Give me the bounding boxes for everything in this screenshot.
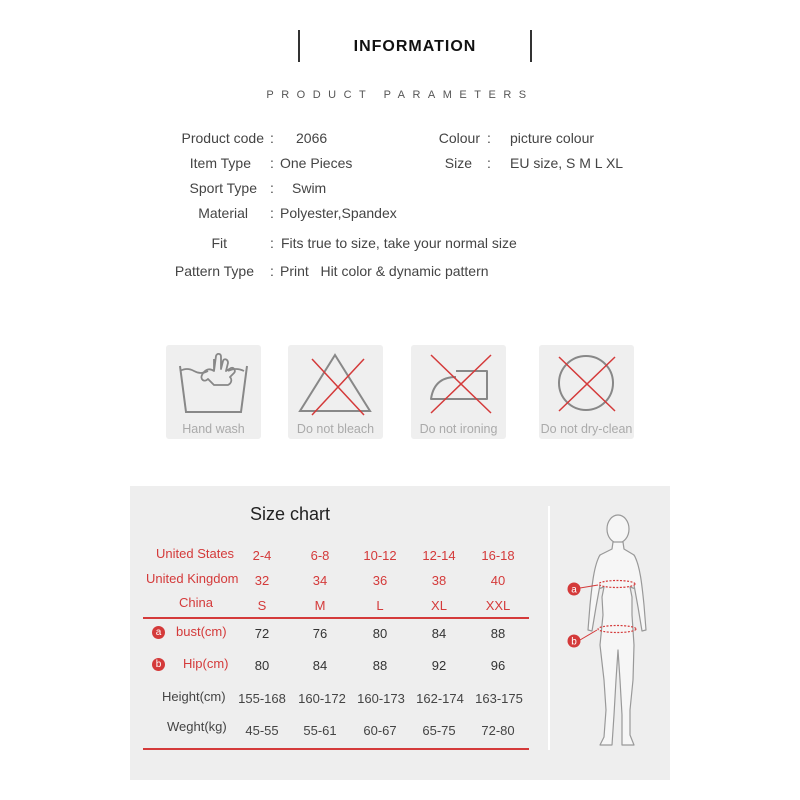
table-cell: L [376, 598, 384, 613]
param-label-size: Size [444, 155, 472, 171]
param-value-sport-type: Swim [292, 180, 327, 196]
param-colon: : [270, 180, 274, 196]
table-cell: 55-61 [303, 723, 337, 738]
table-cell: 76 [312, 626, 328, 641]
table-cell: 160-173 [357, 691, 405, 706]
param-colon: : [270, 205, 274, 221]
care-label: Do not ironing [419, 422, 498, 436]
table-cell: 40 [490, 573, 506, 588]
header-right-divider [530, 30, 532, 62]
param-value-fit: Fits true to size, take your normal size [281, 235, 517, 251]
table-cell: S [257, 598, 267, 613]
no-iron-icon [411, 345, 506, 420]
param-label-colour: Colour [438, 130, 480, 146]
param-value-material: Polyester,Spandex [280, 205, 397, 221]
param-colon: : [270, 130, 274, 146]
param-label-material: Material [198, 205, 248, 221]
table-cell: XXL [485, 598, 511, 613]
table-cell: 16-18 [481, 548, 515, 563]
table-cell: 36 [372, 573, 388, 588]
row-label-weight: Weght(kg) [167, 719, 227, 734]
table-cell: XL [431, 598, 447, 613]
care-card-no-dry-clean [539, 345, 634, 439]
table-cell: 72-80 [481, 723, 515, 738]
page-title: INFORMATION [353, 38, 477, 55]
param-value-pattern-type: Print Hit color & dynamic pattern [280, 263, 489, 279]
table-cell: 84 [431, 626, 447, 641]
table-cell: 6-8 [310, 548, 330, 563]
param-colon: : [270, 235, 274, 251]
table-bottom-line [143, 748, 529, 750]
param-value-size: EU size, S M L XL [510, 155, 624, 171]
param-colon: : [270, 155, 274, 171]
row-label-uk: United Kingdom [146, 571, 239, 586]
no-dry-clean-icon [539, 345, 634, 420]
row-label-us: United States [156, 546, 235, 561]
param-label-product-code: Product code [181, 130, 264, 146]
table-cell: 80 [372, 626, 388, 641]
param-value-product-code: 2066 [296, 130, 328, 146]
table-cell: 65-75 [422, 723, 456, 738]
table-cell: 92 [431, 658, 447, 673]
care-card-no-iron [411, 345, 506, 439]
table-cell: 88 [372, 658, 388, 673]
table-cell: 72 [254, 626, 270, 641]
table-cell: 10-12 [363, 548, 397, 563]
row-label-bust: bust(cm) [176, 624, 227, 639]
body-figure-illustration [560, 505, 660, 755]
row-label-height: Height(cm) [162, 689, 226, 704]
bust-badge: a [152, 626, 165, 639]
table-cell: 45-55 [245, 723, 279, 738]
size-chart-divider [548, 506, 550, 750]
table-cell: 34 [312, 573, 328, 588]
table-cell: 96 [490, 658, 506, 673]
table-cell: 88 [490, 626, 506, 641]
table-cell: M [314, 598, 326, 613]
table-cell: 12-14 [422, 548, 456, 563]
param-colon: : [270, 263, 274, 279]
care-label: Do not dry-clean [540, 422, 633, 436]
page-subtitle: PRODUCT PARAMETERS [266, 89, 534, 101]
table-cell: 160-172 [298, 691, 346, 706]
param-colon: : [487, 130, 491, 146]
table-cell: 32 [254, 573, 270, 588]
param-value-item-type: One Pieces [280, 155, 353, 171]
care-card-no-bleach [288, 345, 383, 439]
param-colon: : [487, 155, 491, 171]
table-cell: 2-4 [252, 548, 272, 563]
param-label-pattern-type: Pattern Type [174, 263, 254, 279]
row-label-china: China [179, 595, 213, 610]
param-label-sport-type: Sport Type [189, 180, 257, 196]
table-cell: 38 [431, 573, 447, 588]
care-label: Hand wash [182, 422, 245, 436]
figure-marker-a-label: a [571, 584, 577, 596]
table-cell: 162-174 [416, 691, 464, 706]
care-label: Do not bleach [296, 422, 375, 436]
hand-wash-icon [166, 345, 261, 420]
param-label-item-type: Item Type [189, 155, 251, 171]
table-cell: 155-168 [238, 691, 286, 706]
hip-badge: b [152, 658, 165, 671]
table-cell: 80 [254, 658, 270, 673]
table-divider [143, 617, 529, 619]
param-value-colour: picture colour [510, 130, 595, 146]
size-chart-title: Size chart [249, 504, 331, 524]
table-cell: 84 [312, 658, 328, 673]
care-card-hand-wash [166, 345, 261, 439]
param-label-fit: Fit [211, 235, 227, 251]
table-cell: 163-175 [475, 691, 523, 706]
table-cell: 60-67 [363, 723, 397, 738]
figure-marker-b-label: b [571, 636, 577, 648]
row-label-hip: Hip(cm) [183, 656, 229, 671]
no-bleach-icon [288, 345, 383, 420]
